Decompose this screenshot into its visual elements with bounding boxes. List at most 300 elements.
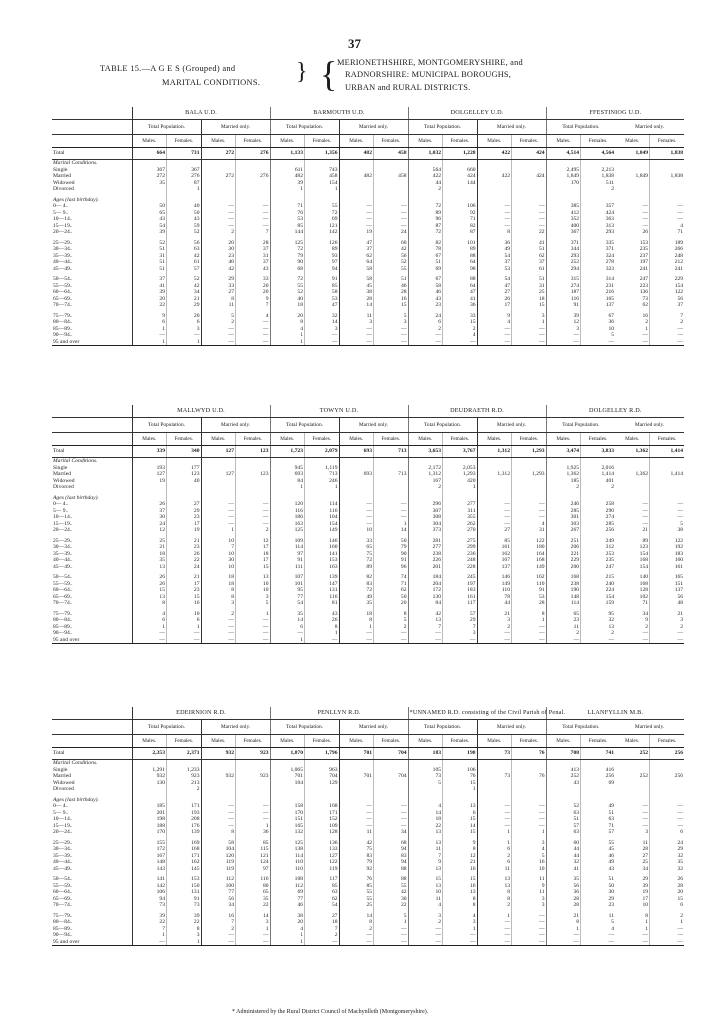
row-label: 20—24.. — [52, 527, 132, 534]
value-cell — [270, 160, 305, 167]
value-cell: 16 — [201, 913, 236, 920]
value-cell: 2 — [408, 186, 443, 193]
region-title — [337, 57, 637, 94]
row-label: 40—44.. — [52, 859, 132, 866]
value-cell: 18 — [201, 574, 236, 581]
value-cell — [339, 760, 374, 767]
value-cell: — — [581, 939, 616, 946]
value-cell: 313 — [605, 222, 615, 229]
value-cell: 1,312 — [477, 471, 512, 478]
value-cell: 33 — [201, 283, 236, 290]
value-cell — [615, 760, 650, 767]
value-cell: 8 — [201, 594, 236, 601]
value-cell: 15 — [443, 319, 478, 326]
value-cell: 110 — [270, 859, 305, 866]
value-cell: — — [512, 332, 547, 339]
value-cell: — — [236, 803, 271, 810]
value-cell: — — [374, 926, 409, 933]
value-cell: — — [305, 939, 340, 946]
value-cell: 28 — [374, 289, 409, 296]
value-cell — [650, 458, 685, 465]
value-cell: 400 — [546, 223, 581, 230]
value-cell: 1,356 — [305, 148, 340, 160]
males-header: Males. — [546, 135, 581, 148]
value-cell: 131 — [167, 889, 202, 896]
value-cell: 139 — [305, 574, 340, 581]
value-cell: 10 — [408, 889, 443, 896]
value-cell: 16 — [167, 600, 202, 607]
males-header: Males. — [408, 735, 443, 748]
value-cell: 424 — [512, 148, 547, 160]
value-cell: — — [236, 501, 271, 508]
value-cell: 206 — [546, 544, 581, 551]
value-cell: — — [677, 203, 684, 209]
value-cell: 224 — [605, 587, 615, 593]
value-cell: 150 — [167, 883, 202, 890]
value-cell: 85 — [305, 283, 340, 290]
district-table — [52, 405, 684, 644]
value-cell: 65 — [546, 611, 581, 618]
value-cell: 69 — [608, 779, 615, 786]
value-cell: 31 — [512, 527, 547, 534]
value-cell: — — [677, 325, 684, 332]
value-cell: 137 — [674, 587, 684, 593]
value-cell: 145 — [167, 866, 202, 873]
value-cell: 47 — [305, 302, 340, 309]
value-cell: 11 — [339, 313, 374, 320]
value-cell: 11 — [512, 876, 547, 883]
value-cell: 20 — [236, 283, 271, 290]
value-cell: 154 — [615, 551, 650, 558]
value-cell: — — [477, 332, 512, 339]
value-cell: 299 — [443, 544, 478, 551]
value-cell: 1 — [270, 484, 305, 491]
value-cell: 168 — [546, 574, 581, 581]
value-cell: — — [512, 919, 547, 926]
header-blank — [52, 405, 132, 418]
value-cell: 123 — [236, 471, 271, 478]
row-label: 5— 9.. — [52, 508, 132, 515]
value-cell: 72 — [270, 246, 305, 253]
value-cell: 171 — [167, 803, 202, 810]
value-cell: — — [374, 223, 409, 230]
value-cell: 235 — [605, 557, 615, 563]
value-cell: 1,293 — [443, 471, 478, 478]
value-cell: 90 — [374, 551, 409, 558]
females-header: Females. — [374, 433, 409, 446]
value-cell: 104 — [305, 514, 340, 521]
row-label: 60—64.. — [52, 587, 132, 594]
value-cell: 112 — [270, 883, 305, 890]
district-name: BARMOUTH U.D. — [270, 107, 408, 120]
value-cell: 15 — [677, 895, 684, 902]
value-cell: 42 — [374, 246, 409, 253]
value-cell: — — [236, 932, 271, 939]
females-header: Females. — [443, 433, 478, 446]
value-cell: 76 — [512, 748, 547, 760]
value-cell: 49 — [339, 594, 374, 601]
value-cell: 101 — [443, 240, 478, 247]
value-cell: 160 — [674, 557, 684, 563]
value-cell: — — [408, 939, 443, 946]
value-cell: 385 — [546, 203, 581, 210]
value-cell: 20 — [374, 600, 409, 607]
value-cell: 8 — [201, 587, 236, 594]
value-cell: 704 — [374, 748, 409, 760]
total-row — [52, 748, 684, 760]
value-cell: 97 — [236, 866, 271, 873]
value-cell: 154 — [305, 180, 340, 187]
value-cell: 41 — [132, 283, 167, 290]
value-cell: — — [477, 326, 512, 333]
value-cell: 23 — [608, 902, 615, 908]
value-cell: — — [615, 803, 650, 810]
value-cell: 37 — [236, 246, 271, 253]
value-cell — [546, 760, 581, 767]
value-cell: 76 — [270, 210, 305, 217]
value-cell: 274 — [546, 283, 581, 290]
value-cell: 19 — [339, 229, 374, 236]
value-cell: 275 — [443, 538, 478, 545]
value-cell: 21 — [546, 913, 581, 920]
value-cell: 95 — [270, 587, 305, 594]
value-cell: — — [512, 339, 547, 346]
value-cell: 7 — [236, 229, 271, 236]
value-cell: 19 — [132, 478, 167, 485]
value-cell: — — [477, 630, 512, 637]
value-cell: — — [236, 939, 271, 946]
value-cell: 4 — [443, 332, 478, 339]
value-cell: 141 — [305, 551, 340, 558]
value-cell: 26 — [132, 581, 167, 588]
value-cell: 2,079 — [305, 446, 340, 458]
value-cell: 76 — [512, 773, 547, 780]
value-cell: — — [615, 332, 650, 339]
males-header: Males. — [615, 735, 650, 748]
value-cell: 8 — [132, 600, 167, 607]
value-cell: 91 — [374, 557, 409, 564]
value-cell: — — [201, 223, 236, 230]
married-only-header: Married only. — [477, 120, 546, 135]
value-cell: 52 — [167, 276, 202, 283]
value-cell: 8 — [270, 319, 305, 326]
value-cell: 34 — [615, 866, 650, 873]
row-label: 80—84.. — [52, 319, 132, 326]
value-cell: 363 — [605, 216, 615, 222]
value-cell: 23 — [546, 617, 581, 624]
value-cell: 945 — [270, 465, 305, 472]
value-cell: 14 — [408, 810, 443, 817]
value-cell: 11 — [477, 866, 512, 873]
value-cell: 37 — [677, 302, 684, 308]
value-cell: 252 — [615, 773, 650, 780]
value-cell: 5 — [611, 332, 615, 338]
value-cell: 168 — [512, 557, 547, 564]
value-cell: 240 — [605, 580, 615, 587]
value-cell: 1,723 — [270, 446, 305, 458]
value-cell: 84 — [408, 600, 443, 607]
value-cell: — — [236, 319, 271, 326]
females-header: Females. — [167, 433, 202, 446]
value-cell: 424 — [512, 173, 547, 180]
value-cell: 33 — [443, 313, 478, 320]
value-cell: 82 — [408, 240, 443, 247]
value-cell: 8 — [477, 229, 512, 236]
table-label — [100, 59, 310, 90]
value-cell: 200 — [546, 564, 581, 571]
value-cell — [167, 458, 202, 465]
value-cell: 183 — [408, 748, 443, 760]
sex-header-row — [52, 433, 684, 446]
row-label: Total — [52, 446, 132, 458]
value-cell: — — [339, 203, 374, 210]
value-cell: 26 — [477, 296, 512, 303]
value-cell: — — [677, 332, 684, 338]
row-label: Ages (last birthday). — [52, 197, 132, 204]
value-cell: 85 — [305, 883, 340, 890]
value-cell: — — [236, 514, 271, 521]
value-cell: 104 — [270, 780, 305, 787]
value-cell: 27 — [477, 527, 512, 534]
value-cell: 1,849 — [615, 173, 650, 180]
value-cell: — — [236, 617, 271, 624]
value-cell: 50 — [132, 203, 167, 210]
value-cell: 27 — [305, 913, 340, 920]
value-cell: 123 — [167, 471, 202, 478]
row-label: Total — [52, 748, 132, 760]
value-cell: 162 — [477, 551, 512, 558]
value-cell: 37 — [512, 259, 547, 266]
value-cell: 923 — [167, 773, 202, 780]
district-name: DOLGELLEY R.D. — [546, 405, 684, 418]
value-cell: 8 — [477, 896, 512, 903]
value-cell: — — [132, 332, 167, 339]
males-header: Males. — [408, 433, 443, 446]
row-label: 45—49.. — [52, 564, 132, 571]
value-cell: 21 — [615, 527, 650, 534]
row-label: Marital Conditions. — [52, 160, 132, 167]
value-cell: 114 — [546, 600, 581, 607]
value-cell: 7 — [408, 624, 443, 631]
value-cell: 8 — [374, 611, 409, 618]
value-cell: 88 — [374, 876, 409, 883]
value-cell: 161 — [674, 563, 684, 570]
age-row — [52, 939, 684, 946]
value-cell: 293 — [546, 253, 581, 260]
value-cell: 62 — [374, 587, 409, 594]
value-cell: — — [374, 630, 409, 637]
value-cell — [512, 458, 547, 465]
value-cell: 53 — [270, 216, 305, 223]
females-header: Females. — [443, 735, 478, 748]
value-cell: 18 — [132, 551, 167, 558]
value-cell: 168 — [615, 557, 650, 564]
value-cell: 228 — [443, 564, 478, 571]
value-cell: — — [677, 216, 684, 222]
value-cell: 37 — [477, 259, 512, 266]
value-cell: 11 — [408, 896, 443, 903]
value-cell: 482 — [270, 173, 305, 180]
value-cell: — — [677, 822, 684, 829]
value-cell: 50 — [374, 594, 409, 601]
value-cell: 176 — [167, 823, 202, 830]
district-name: *UNNAMED R.D. consisting of the Civil Parish of Penal. — [408, 707, 546, 720]
value-cell: 30 — [201, 246, 236, 253]
value-cell: 237 — [615, 253, 650, 260]
value-cell: 315 — [546, 276, 581, 283]
value-cell: — — [477, 223, 512, 230]
value-cell: 9 — [615, 617, 650, 624]
value-cell — [581, 458, 616, 465]
value-cell: 58 — [201, 840, 236, 847]
value-cell: 3,474 — [546, 446, 581, 458]
value-cell: — — [443, 939, 478, 946]
value-cell: 3 — [680, 617, 684, 623]
value-cell: 125 — [270, 240, 305, 247]
value-cell: — — [677, 514, 684, 520]
value-cell: — — [581, 339, 616, 346]
value-cell: 17 — [236, 544, 271, 551]
value-cell: 1,925 — [546, 465, 581, 472]
value-cell: 24 — [167, 564, 202, 571]
value-cell: 102 — [615, 594, 650, 601]
value-cell: 63 — [546, 810, 581, 817]
value-cell: — — [236, 326, 271, 333]
value-cell: 1,119 — [305, 465, 340, 472]
value-cell: 84 — [270, 478, 305, 485]
value-cell: — — [305, 637, 340, 644]
value-cell: 3,833 — [581, 446, 616, 458]
value-cell: 285 — [605, 520, 615, 527]
value-cell: 39 — [132, 289, 167, 296]
value-cell: 31 — [512, 283, 547, 290]
value-cell: 2 — [339, 926, 374, 933]
value-cell: — — [677, 932, 684, 938]
value-cell: 22 — [408, 823, 443, 830]
value-cell: — — [546, 637, 581, 644]
value-cell: 413 — [546, 767, 581, 774]
value-cell: 932 — [132, 773, 167, 780]
value-cell: — — [477, 339, 512, 346]
value-cell: 88 — [374, 866, 409, 873]
value-cell: 51 — [132, 266, 167, 273]
value-cell: 91 — [546, 302, 581, 309]
value-cell: 21 — [443, 859, 478, 866]
value-cell: 56 — [677, 593, 684, 600]
row-label: 80—84.. — [52, 617, 132, 624]
value-cell: 89 — [305, 246, 340, 253]
value-cell: 1,796 — [305, 748, 340, 760]
value-cell: 38 — [270, 913, 305, 920]
value-cell: — — [546, 939, 581, 946]
value-cell: 62 — [512, 253, 547, 260]
value-cell — [512, 160, 547, 167]
value-cell: 2 — [201, 319, 236, 326]
value-cell: 40 — [167, 478, 202, 485]
married-only-header: Married only. — [339, 418, 408, 433]
married-only-header: Married only. — [201, 120, 270, 135]
value-cell: 2 — [611, 630, 615, 636]
value-cell: 78 — [408, 246, 443, 253]
value-cell: 83 — [339, 853, 374, 860]
value-cell: 3 — [546, 326, 581, 333]
row-label: 95 and over — [52, 637, 132, 644]
value-cell: 8 — [615, 913, 650, 920]
value-cell: — — [201, 339, 236, 346]
females-header: Females. — [236, 735, 271, 748]
value-cell: 42 — [167, 253, 202, 260]
row-label: Marital Conditions. — [52, 760, 132, 767]
value-cell: 35 — [270, 611, 305, 618]
value-cell — [270, 458, 305, 465]
value-cell: 119 — [201, 866, 236, 873]
value-cell: 2 — [477, 624, 512, 631]
value-cell: 18 — [408, 816, 443, 823]
value-cell: — — [339, 637, 374, 644]
value-cell: 52 — [270, 289, 305, 296]
value-cell: 201 — [408, 564, 443, 571]
value-cell: — — [512, 216, 547, 223]
value-cell: 12 — [546, 319, 581, 326]
value-cell: 60 — [546, 840, 581, 847]
value-cell: 131 — [305, 587, 340, 594]
value-cell: — — [408, 332, 443, 339]
value-cell: — — [408, 637, 443, 644]
row-label: Married — [52, 773, 132, 780]
value-cell: 4 — [611, 925, 615, 932]
row-label: 10—14.. — [52, 216, 132, 223]
value-cell: 129 — [305, 780, 340, 787]
females-header: Females. — [512, 135, 547, 148]
value-cell: — — [236, 624, 271, 631]
value-cell: 28 — [546, 896, 581, 903]
value-cell: — — [408, 630, 443, 637]
value-cell: — — [615, 939, 650, 946]
value-cell: 2 — [408, 919, 443, 926]
value-cell: 119 — [201, 859, 236, 866]
value-cell: 1 — [512, 319, 547, 326]
age-row — [52, 637, 684, 644]
value-cell: 39 — [132, 913, 167, 920]
value-cell: 8 — [477, 889, 512, 896]
row-label: 40—44.. — [52, 557, 132, 564]
value-cell — [305, 760, 340, 767]
married-only-header: Married only. — [615, 720, 684, 735]
value-cell: 105 — [408, 767, 443, 774]
value-cell: 2 — [201, 611, 236, 618]
value-cell: 127 — [132, 471, 167, 478]
row-label: 55—59.. — [52, 283, 132, 290]
value-cell: 701 — [339, 748, 374, 760]
value-cell: 114 — [270, 544, 305, 551]
value-cell: 713 — [374, 471, 409, 478]
value-cell: 13 — [477, 876, 512, 883]
value-cell — [305, 160, 340, 167]
value-cell: 241 — [674, 265, 684, 272]
value-cell: 163 — [305, 564, 340, 571]
value-cell: 128 — [615, 587, 650, 594]
value-cell: 4 — [512, 521, 547, 528]
value-cell: 17 — [167, 581, 202, 588]
value-cell: 25 — [615, 859, 650, 866]
value-cell: 111 — [270, 564, 305, 571]
value-cell: 1 — [680, 919, 684, 925]
married-only-header: Married only. — [201, 720, 270, 735]
value-cell: 3 — [236, 594, 271, 601]
value-cell: 51 — [132, 246, 167, 253]
married-only-header: Married only. — [339, 720, 408, 735]
value-cell: 367 — [167, 167, 202, 174]
